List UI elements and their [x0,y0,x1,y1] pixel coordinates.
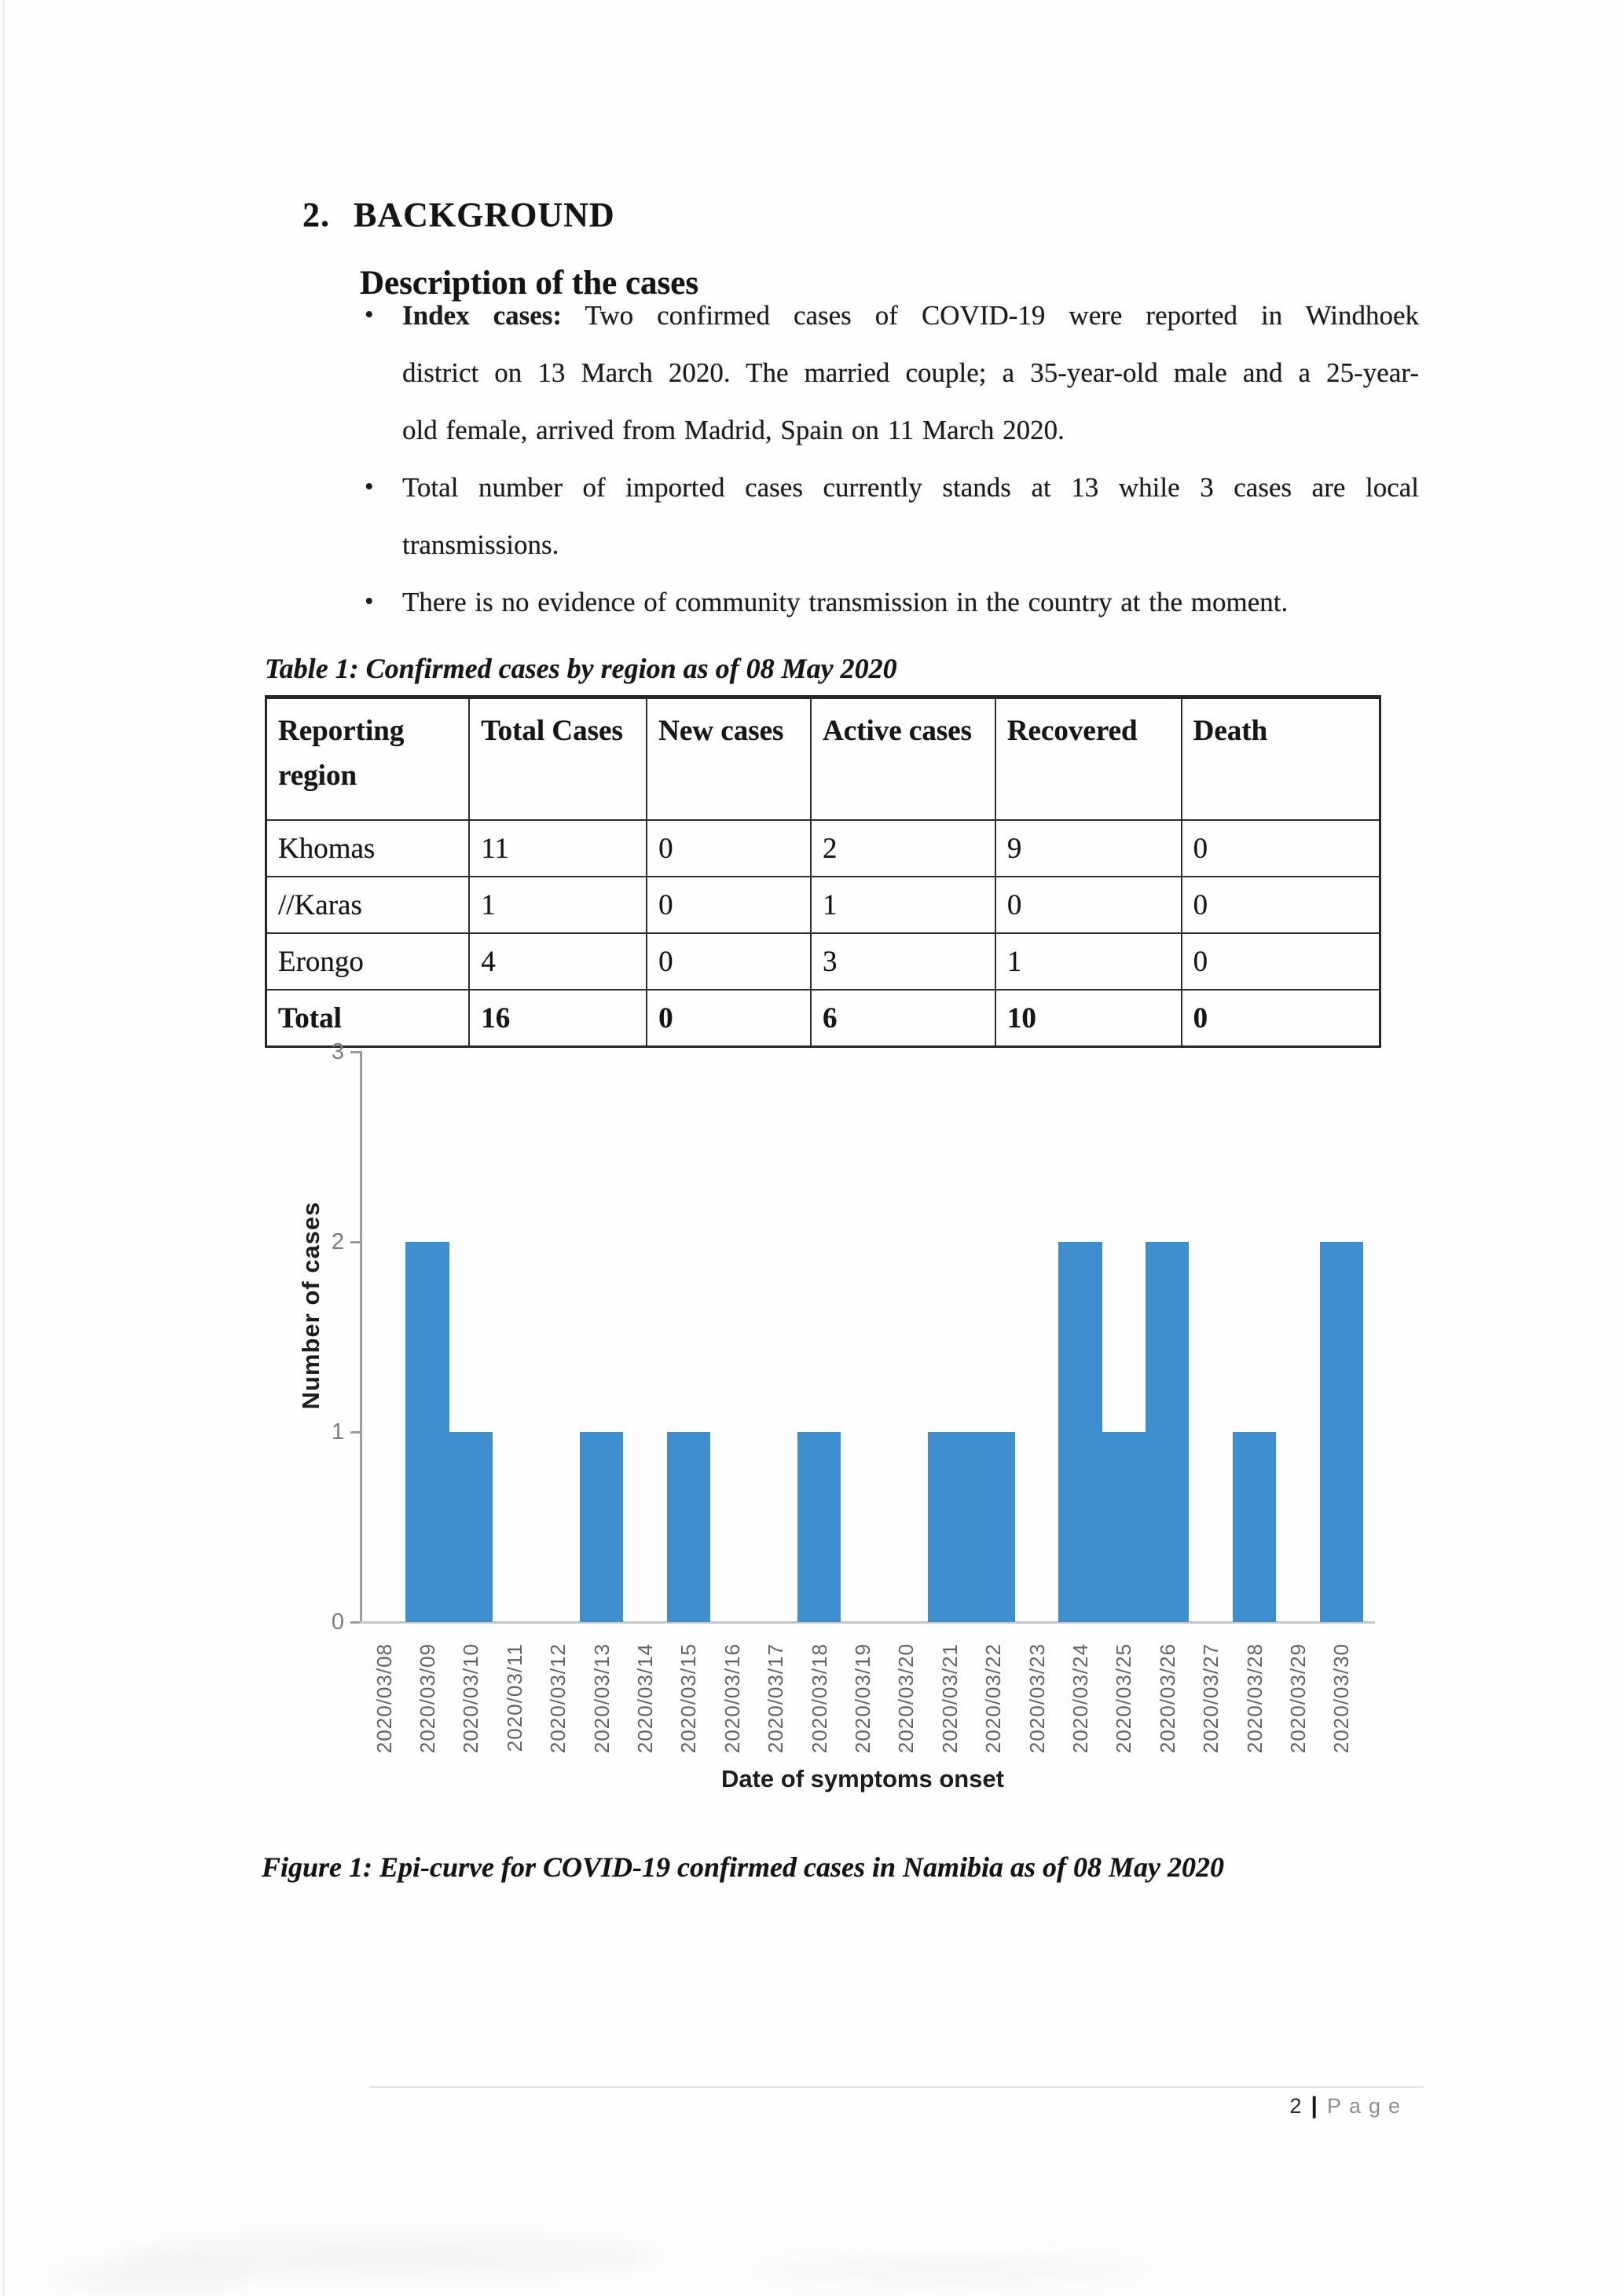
footer-page-number: 2 [1289,2094,1302,2118]
table-header-cell: Death [1182,698,1380,821]
bullet-line: Total number of imported cases currently stands at 13 while 3 cases are local [402,472,1419,503]
y-tick-label: 1 [331,1419,344,1445]
table-row [266,820,1380,877]
x-tick-label-text: 2020/03/16 [720,1643,744,1754]
x-tick-label-text: 2020/03/14 [633,1643,658,1754]
x-tick-label [1146,1643,1189,1773]
table-cell: Erongo [266,933,470,990]
x-tick-label [493,1643,536,1773]
section-number: 2. [302,196,330,234]
section-heading [302,195,615,235]
bullet-line: transmissions. [402,529,559,560]
table-cell: Total [266,990,470,1047]
y-axis-line [360,1051,362,1622]
x-tick-label [754,1643,797,1773]
table-cell: 0 [1182,933,1380,990]
table-header-cell: Reporting region [266,698,470,821]
bullet-line: There is no evidence of community transmission in the country at the moment. [402,587,1289,617]
bar [971,1432,1014,1622]
x-tick-label-text: 2020/03/27 [1199,1643,1223,1754]
footer-rule [369,2086,1424,2088]
y-tick-label: 3 [331,1039,344,1064]
x-tick-label [449,1643,493,1773]
x-tick-label-text: 2020/03/22 [981,1643,1006,1754]
table-cell: 0 [995,877,1182,933]
bar-slot [1015,1052,1058,1622]
bar-slot [1233,1052,1276,1622]
bars-area [362,1052,1363,1622]
bar-slot [885,1052,928,1622]
bullet-line: Index cases: Two confirmed cases of COVID-19 were reported in Windhoek [402,300,1419,331]
bullet-item [363,287,1419,459]
bullet-line: old female, arrived from Madrid, Spain on 11 March 2020. [402,415,1065,445]
bar [667,1432,710,1622]
scan-smudge [47,2264,251,2291]
x-tick-label [797,1643,841,1773]
bullet-text [402,573,1419,631]
bar-slot [710,1052,753,1622]
x-tick-label-text: 2020/03/21 [937,1643,962,1754]
x-tick-label-text: 2020/03/19 [850,1643,874,1754]
y-tick-mark [350,1431,360,1434]
x-tick-label-text: 2020/03/28 [1242,1643,1267,1754]
bullet-line: district on 13 March 2020. The married couple; a 35-year-old male and a 25-year- [402,357,1419,388]
y-tick-mark [350,1241,360,1243]
bar-slot [580,1052,623,1622]
table-header-cell: Active cases [811,698,995,821]
bar-slot [405,1052,449,1622]
page-footer [1290,2093,1409,2119]
table-cell: 0 [1182,820,1380,877]
table-cell: 1 [811,877,995,933]
bar [405,1242,449,1622]
x-tick-label [362,1643,405,1773]
table-cell: 1 [469,877,647,933]
x-tick-label-text: 2020/03/08 [372,1643,396,1754]
x-tick-label [1015,1643,1058,1773]
table-cell: 3 [811,933,995,990]
x-tick-label-text: 2020/03/18 [807,1643,831,1754]
x-tick-label-text: 2020/03/23 [1025,1643,1049,1754]
table-cell: Khomas [266,820,470,877]
bar-slot [1146,1052,1189,1622]
bar [1146,1242,1189,1622]
footer-page-label: Page [1326,2094,1408,2118]
x-tick-label [667,1643,710,1773]
table-header-cell: New cases [647,698,811,821]
table-cell: 0 [1182,877,1380,933]
x-tick-label [1320,1643,1363,1773]
scan-edge-artifact [2,0,5,2296]
x-tick-label [885,1643,928,1773]
bar [928,1432,971,1622]
x-axis-title: Date of symptoms onset [720,1765,1004,1792]
table-header-cell: Total Cases [469,698,647,821]
section-title: BACKGROUND [354,196,615,234]
bullet-marker: • [365,588,374,616]
scan-smudge [746,2253,1155,2288]
table-cell: 11 [469,820,647,877]
bar-slot [623,1052,666,1622]
x-tick-label-text: 2020/03/11 [502,1643,526,1752]
x-tick-label-text: 2020/03/29 [1285,1643,1310,1754]
x-tick-label [928,1643,971,1773]
table-total-row [266,990,1380,1047]
bar-slot [1189,1052,1232,1622]
bar-slot [971,1052,1014,1622]
bullet-marker: • [365,473,374,501]
y-axis-title: Number of cases [297,1201,324,1410]
bar-slot [754,1052,797,1622]
bar [1233,1432,1276,1622]
x-tick-label [1233,1643,1276,1773]
table-row [266,877,1380,933]
x-tick-label [405,1643,449,1773]
table-cell: 0 [647,877,811,933]
bar [1320,1242,1363,1622]
table-cell: 1 [995,933,1182,990]
table-cell: 9 [995,820,1182,877]
x-tick-label [971,1643,1014,1773]
bullet-text [402,459,1419,573]
x-tick-label-text: 2020/03/30 [1329,1643,1354,1754]
table-cell: //Karas [266,877,470,933]
x-tick-label-text: 2020/03/25 [1112,1643,1136,1754]
x-tick-label [1276,1643,1319,1773]
bar-slot [841,1052,884,1622]
y-tick-mark [350,1621,360,1624]
table-cell: 16 [469,990,647,1047]
x-tick-label-text: 2020/03/12 [546,1643,570,1754]
bar [1058,1242,1102,1622]
bar-slot [667,1052,710,1622]
x-tick-label-text: 2020/03/09 [416,1643,440,1754]
bullet-bold-lead: Index cases: [402,300,563,331]
x-tick-label [710,1643,753,1773]
bar-slot [493,1052,536,1622]
table-header-row [266,698,1380,821]
x-tick-label-text: 2020/03/15 [676,1643,701,1754]
bar-slot [1320,1052,1363,1622]
bar [797,1432,841,1622]
footer-separator: | [1311,2093,1318,2118]
table-row [266,933,1380,990]
table-cell: 0 [1182,990,1380,1047]
figure-caption: Figure 1: Epi-curve for COVID-19 confirmed cases in Namibia as of 08 May 2020 [262,1851,1224,1883]
x-tick-label [580,1643,623,1773]
x-tick-label [1058,1643,1102,1773]
confirmed-cases-table [265,695,1381,1048]
y-tick-label: 0 [331,1609,344,1635]
bar-slot [449,1052,493,1622]
table-cell: 0 [647,820,811,877]
x-tick-label-text: 2020/03/17 [764,1643,788,1754]
table-cell: 0 [647,933,811,990]
bar-slot [1276,1052,1319,1622]
bar [580,1432,623,1622]
table-cell: 2 [811,820,995,877]
table-cell: 6 [811,990,995,1047]
table-cell: 10 [995,990,1182,1047]
x-tick-label-text: 2020/03/24 [1068,1643,1092,1754]
x-tick-label-text: 2020/03/13 [589,1643,614,1754]
bar-slot [362,1052,405,1622]
bullet-item [363,573,1419,631]
x-tick-label [1102,1643,1146,1773]
x-tick-label-text: 2020/03/20 [894,1643,918,1754]
table-cell: 4 [469,933,647,990]
bar-slot [1058,1052,1102,1622]
table-caption: Table 1: Confirmed cases by region as of 08 May 2020 [265,653,897,684]
table-cell: 0 [647,990,811,1047]
bar-slot [537,1052,580,1622]
x-tick-label [623,1643,666,1773]
bullet-item [363,459,1419,573]
x-axis-line [360,1621,1375,1624]
x-tick-label-text: 2020/03/26 [1155,1643,1179,1754]
bullet-text [402,287,1419,459]
bar-slot [797,1052,841,1622]
y-tick-label: 2 [331,1229,344,1254]
bar [1102,1432,1146,1622]
x-axis-tick-labels [362,1643,1363,1773]
table-header-cell: Recovered [995,698,1182,821]
bar [449,1432,493,1622]
bullet-list [363,287,1419,631]
x-tick-label [537,1643,580,1773]
bar-slot [928,1052,971,1622]
bar-slot [1102,1052,1146,1622]
x-tick-label [841,1643,884,1773]
x-tick-label-text: 2020/03/10 [459,1643,483,1754]
x-tick-label [1189,1643,1232,1773]
y-tick-mark [350,1051,360,1053]
subheading: Description of the cases [360,265,699,302]
bullet-marker: • [365,301,374,329]
